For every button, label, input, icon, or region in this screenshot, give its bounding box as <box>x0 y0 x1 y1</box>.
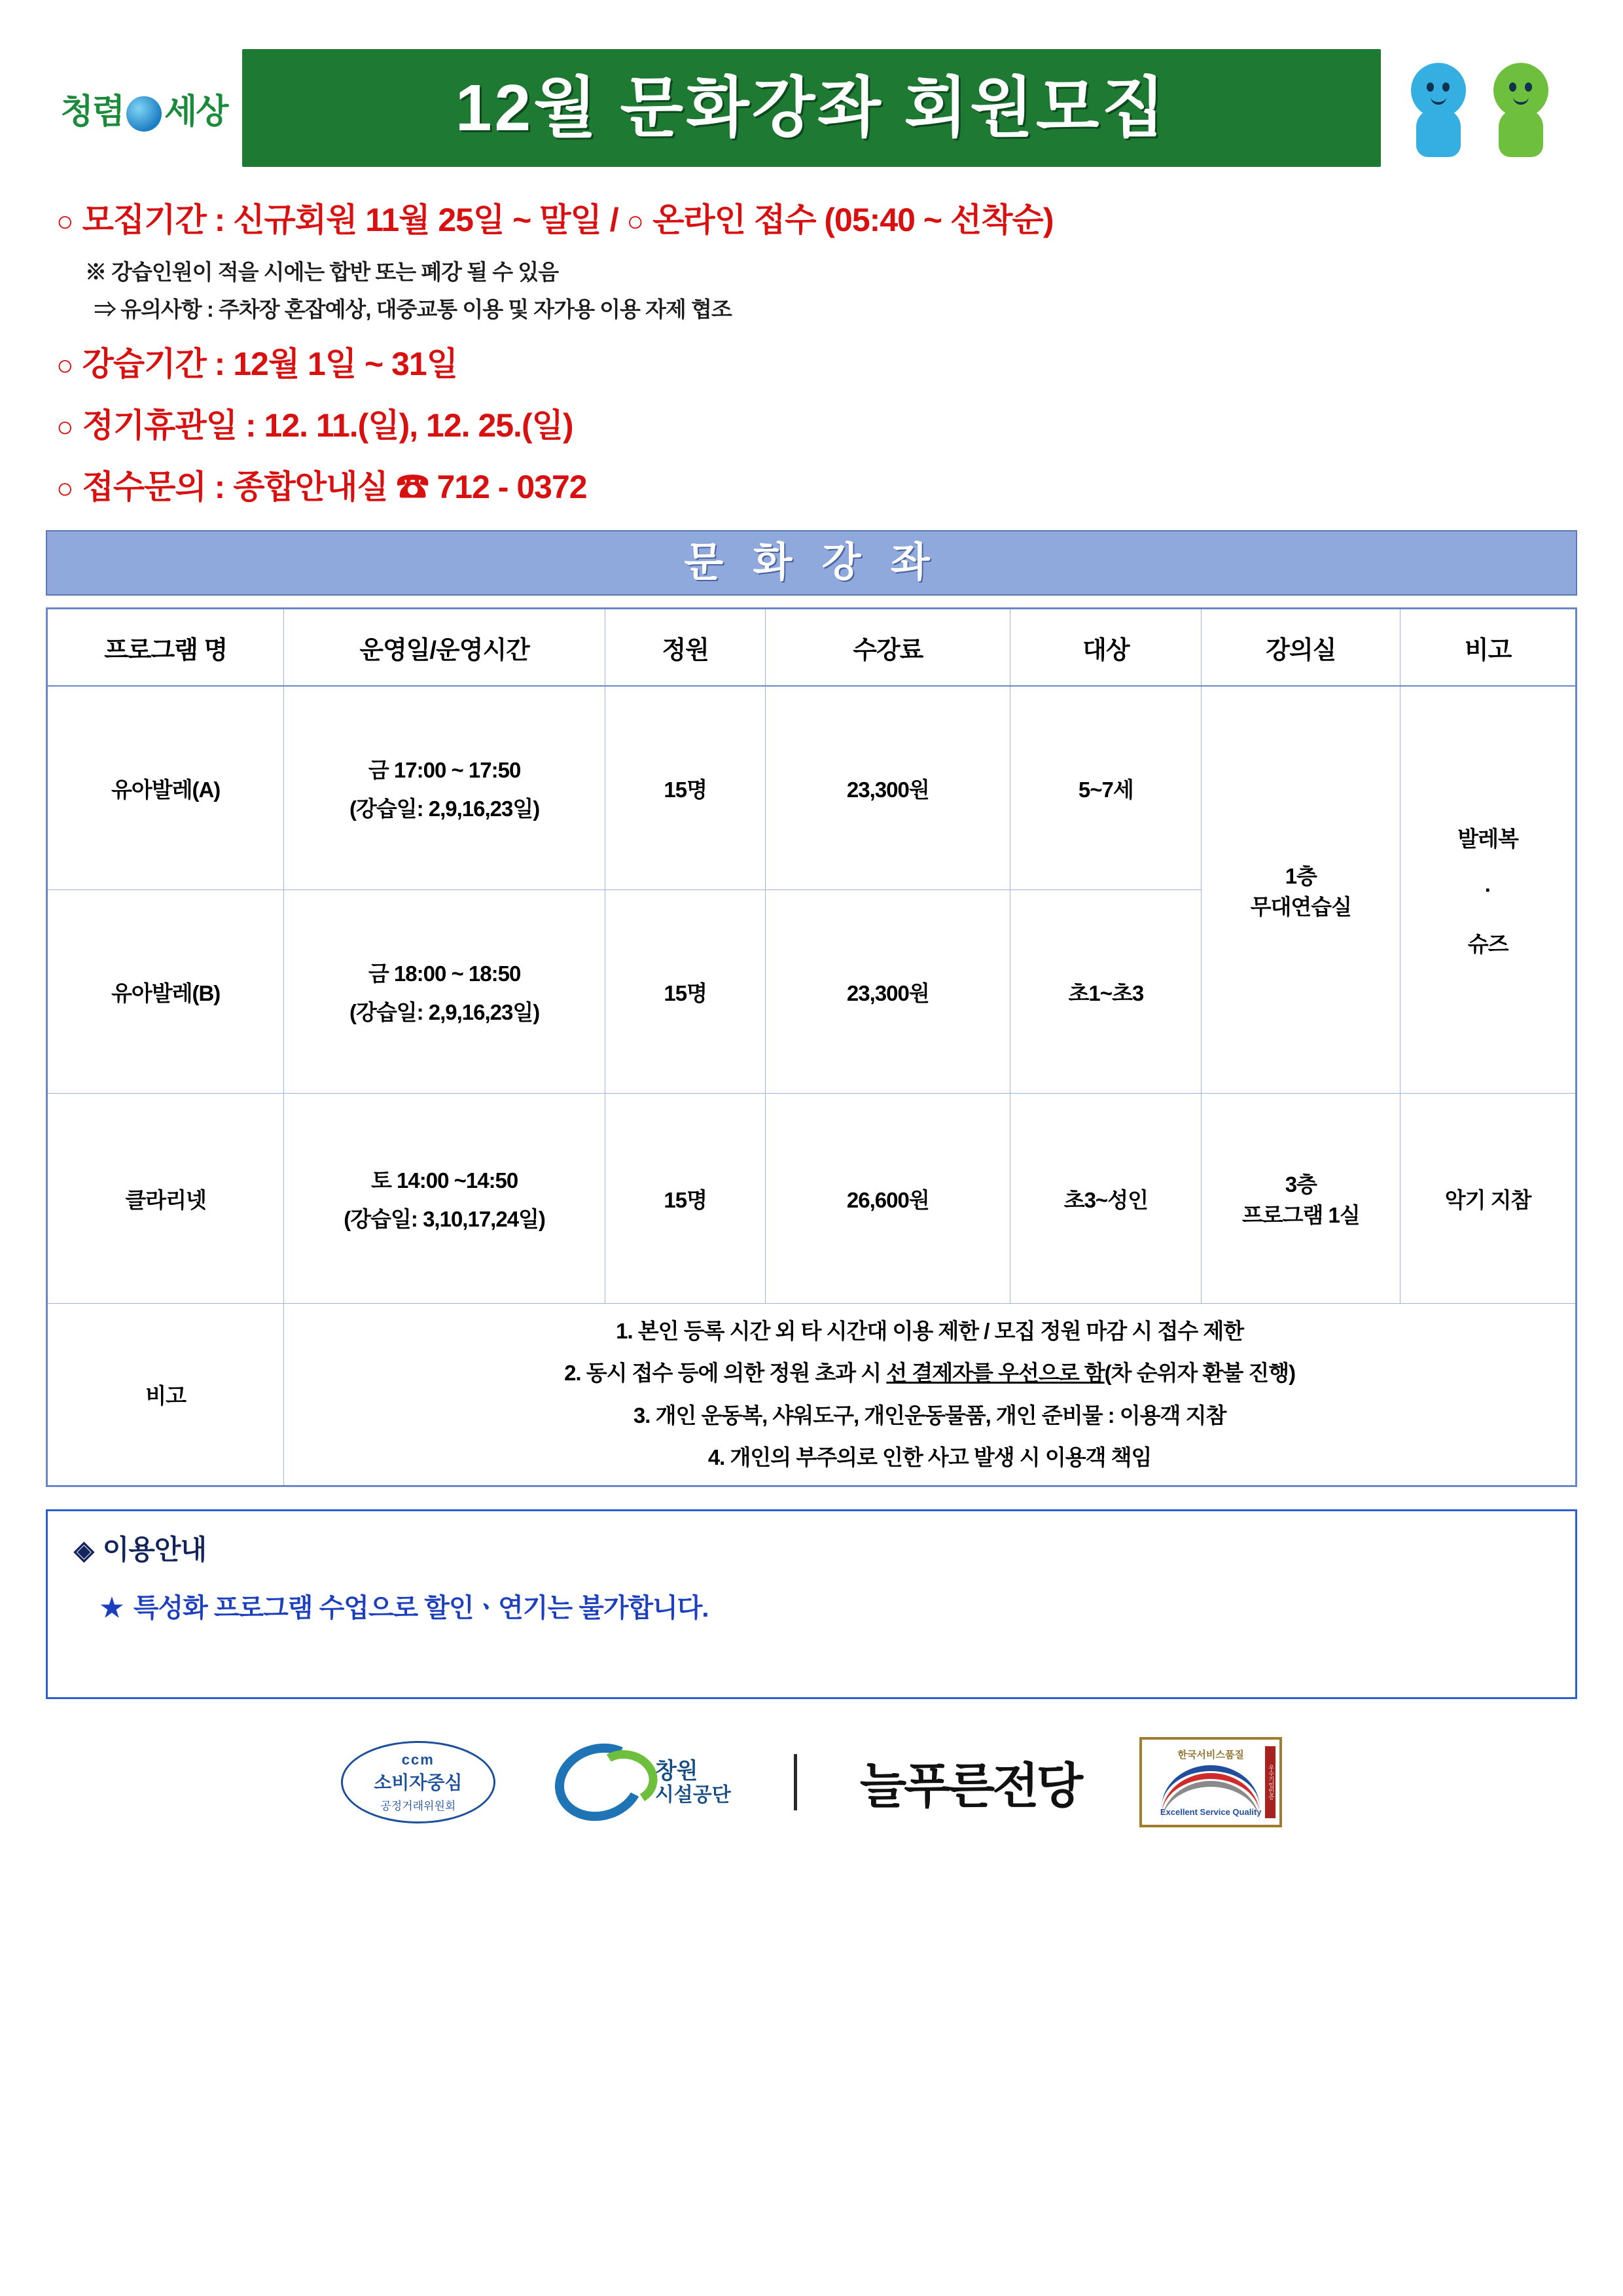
info-note-2: ⇒ 유의사항 : 주차장 혼잡예상, 대중교통 이용 및 자가용 이용 자제 협조 <box>94 297 732 321</box>
remark-2-prefix: 2. 동시 접수 등에 의한 정원 초과 시 <box>564 1361 887 1386</box>
cell-room-line2: 프로그램 1실 <box>1241 1203 1360 1227</box>
remark-item-1: 1. 본인 등록 시간 외 타 시간대 이용 제한 / 모집 정원 마감 시 접수 제한 <box>616 1319 1244 1343</box>
changwon-facilities-logo <box>554 1744 731 1820</box>
cell-room-line1: 3층 <box>1285 1172 1317 1196</box>
remark-item-2 <box>288 1352 1571 1394</box>
ccm-logo-title: 소비자중심 <box>374 1772 463 1793</box>
ksq-top-text: 한국서비스품질 <box>1177 1749 1244 1761</box>
mascot-group <box>1381 52 1577 164</box>
cheongnyeom-logo-text: 청렴 세상 <box>60 92 228 131</box>
ccm-logo-sub: 공정거래위원회 <box>380 1800 456 1813</box>
remark-item-3: 3. 개인 운동복, 샤워도구, 개인운동물품, 개인 준비물 : 이용객 지참 <box>633 1403 1226 1427</box>
usage-guide-item-text: 특성화 프로그램 수업으로 할인ㆍ연기는 불가합니다. <box>133 1594 709 1623</box>
diamond-icon: ◈ <box>74 1536 94 1566</box>
table-row <box>47 1094 1577 1304</box>
cell-program: 클라리넷 <box>47 1094 284 1304</box>
cell-program: 유아발레(B) <box>47 890 284 1094</box>
usage-guide-title <box>74 1528 1549 1568</box>
cell-program: 유아발레(A) <box>47 686 284 890</box>
info-contact-text: 접수문의 : 종합안내실 ☎ 712 - 0372 <box>82 469 587 505</box>
circle-bullet-icon-5: ○ <box>56 473 73 505</box>
cell-capacity: 15명 <box>605 1094 766 1304</box>
info-recruit-period <box>56 194 1577 241</box>
col-header-schedule: 운영일/운영시간 <box>284 609 605 687</box>
cell-note: 악기 지참 <box>1400 1094 1577 1304</box>
cell-fee: 26,600원 <box>766 1094 1010 1304</box>
remark-2-suffix: (차 순위자 환불 진행) <box>1104 1361 1296 1386</box>
cell-note-merged <box>1400 686 1577 1094</box>
cell-target: 초3~성인 <box>1010 1094 1202 1304</box>
usage-guide-item <box>100 1587 1549 1624</box>
section-banner: 문 화 강 좌 <box>46 530 1577 596</box>
col-header-note: 비고 <box>1400 609 1577 687</box>
table-remarks-row <box>47 1304 1577 1486</box>
course-table <box>46 607 1577 1487</box>
info-contact <box>56 461 1577 508</box>
remark-2-underline: 선 결제자를 우선으로 함 <box>886 1361 1105 1386</box>
cell-room-line2: 무대연습실 <box>1250 894 1351 919</box>
circle-bullet-icon: ○ <box>56 206 73 238</box>
logo-dot-icon <box>126 96 162 132</box>
info-closed-days <box>56 399 1577 446</box>
info-block <box>46 194 1577 508</box>
table-row <box>47 686 1577 890</box>
cell-capacity: 15명 <box>605 686 766 890</box>
cell-room <box>1202 1094 1400 1304</box>
info-recruit-period-text: 모집기간 : 신규회원 11월 25일 ~ 말일 / <box>82 202 618 238</box>
info-note-1: ※ 강습인원이 적을 시에는 합반 또는 폐강 될 수 있음 <box>85 260 559 284</box>
star-icon: ★ <box>100 1594 123 1623</box>
circle-bullet-icon-4: ○ <box>56 411 73 443</box>
changwon-logo-line1: 창원 <box>654 1758 698 1784</box>
changwon-logo-line2: 시설공단 <box>654 1784 731 1806</box>
cell-schedule <box>284 686 605 890</box>
circle-bullet-icon-2: ○ <box>626 206 644 238</box>
swoosh-icon <box>544 1732 654 1833</box>
remarks-content <box>284 1304 1577 1486</box>
ccm-logo <box>341 1741 495 1823</box>
info-class-period <box>56 338 1577 385</box>
cell-schedule <box>284 1094 605 1304</box>
ksq-side-text: 우수기업인증 <box>1265 1746 1275 1818</box>
cell-fee: 23,300원 <box>766 686 1010 890</box>
ksq-certification-logo <box>1139 1737 1282 1827</box>
info-closed-days-text: 정기휴관일 : 12. 11.(일), 12. 25.(일) <box>82 407 573 444</box>
col-header-capacity: 정원 <box>605 609 766 687</box>
cell-schedule-time: 토 14:00 ~14:50 <box>370 1168 518 1193</box>
footer-logos <box>46 1737 1577 1827</box>
circle-bullet-icon-3: ○ <box>56 350 73 382</box>
footer-divider <box>794 1754 797 1810</box>
cell-target: 초1~초3 <box>1010 890 1202 1094</box>
blue-mascot-icon <box>1402 52 1474 164</box>
col-header-fee: 수강료 <box>766 609 1010 687</box>
cell-capacity: 15명 <box>605 890 766 1094</box>
col-header-room: 강의실 <box>1202 609 1400 687</box>
cell-note-line3: 슈즈 <box>1467 931 1508 956</box>
info-class-period-text: 강습기간 : 12월 1일 ~ 31일 <box>82 346 458 382</box>
ccm-logo-mark: ccm <box>401 1751 435 1768</box>
remarks-label: 비고 <box>47 1304 284 1486</box>
ksq-arcs-icon <box>1162 1765 1260 1806</box>
cell-schedule-time: 금 17:00 ~ 17:50 <box>368 758 521 782</box>
usage-guide-box <box>46 1509 1577 1699</box>
page-title: 12월 문화강좌 회원모집 <box>242 49 1381 167</box>
cheongnyeom-logo <box>46 84 242 133</box>
cell-schedule-dates: (강습일: 2,9,16,23일) <box>349 1000 540 1024</box>
usage-guide-title-text: 이용안내 <box>102 1534 207 1566</box>
cell-schedule-dates: (강습일: 2,9,16,23일) <box>349 797 540 821</box>
table-header-row <box>47 609 1577 687</box>
cell-fee: 23,300원 <box>766 890 1010 1094</box>
cell-schedule-time: 금 18:00 ~ 18:50 <box>368 961 521 986</box>
col-header-target: 대상 <box>1010 609 1202 687</box>
cell-target: 5~7세 <box>1010 686 1202 890</box>
brand-name: 늘푸른전당 <box>859 1759 1081 1814</box>
ksq-mid-text: Excellent Service Quality <box>1160 1806 1262 1817</box>
poster-header <box>46 39 1577 177</box>
col-header-program: 프로그램 명 <box>47 609 284 687</box>
cell-note-line2: · <box>1484 877 1491 902</box>
cell-room-line1: 1층 <box>1285 863 1317 888</box>
cell-schedule <box>284 890 605 1094</box>
cell-schedule-dates: (강습일: 3,10,17,24일) <box>344 1207 545 1231</box>
cell-note-line1: 발레복 <box>1457 826 1518 851</box>
green-mascot-icon <box>1484 52 1556 164</box>
cell-room-merged <box>1202 686 1400 1094</box>
info-online-text: 온라인 접수 (05:40 ~ 선착순) <box>652 202 1054 238</box>
remark-item-4: 4. 개인의 부주의로 인한 사고 발생 시 이용객 책임 <box>707 1445 1152 1470</box>
